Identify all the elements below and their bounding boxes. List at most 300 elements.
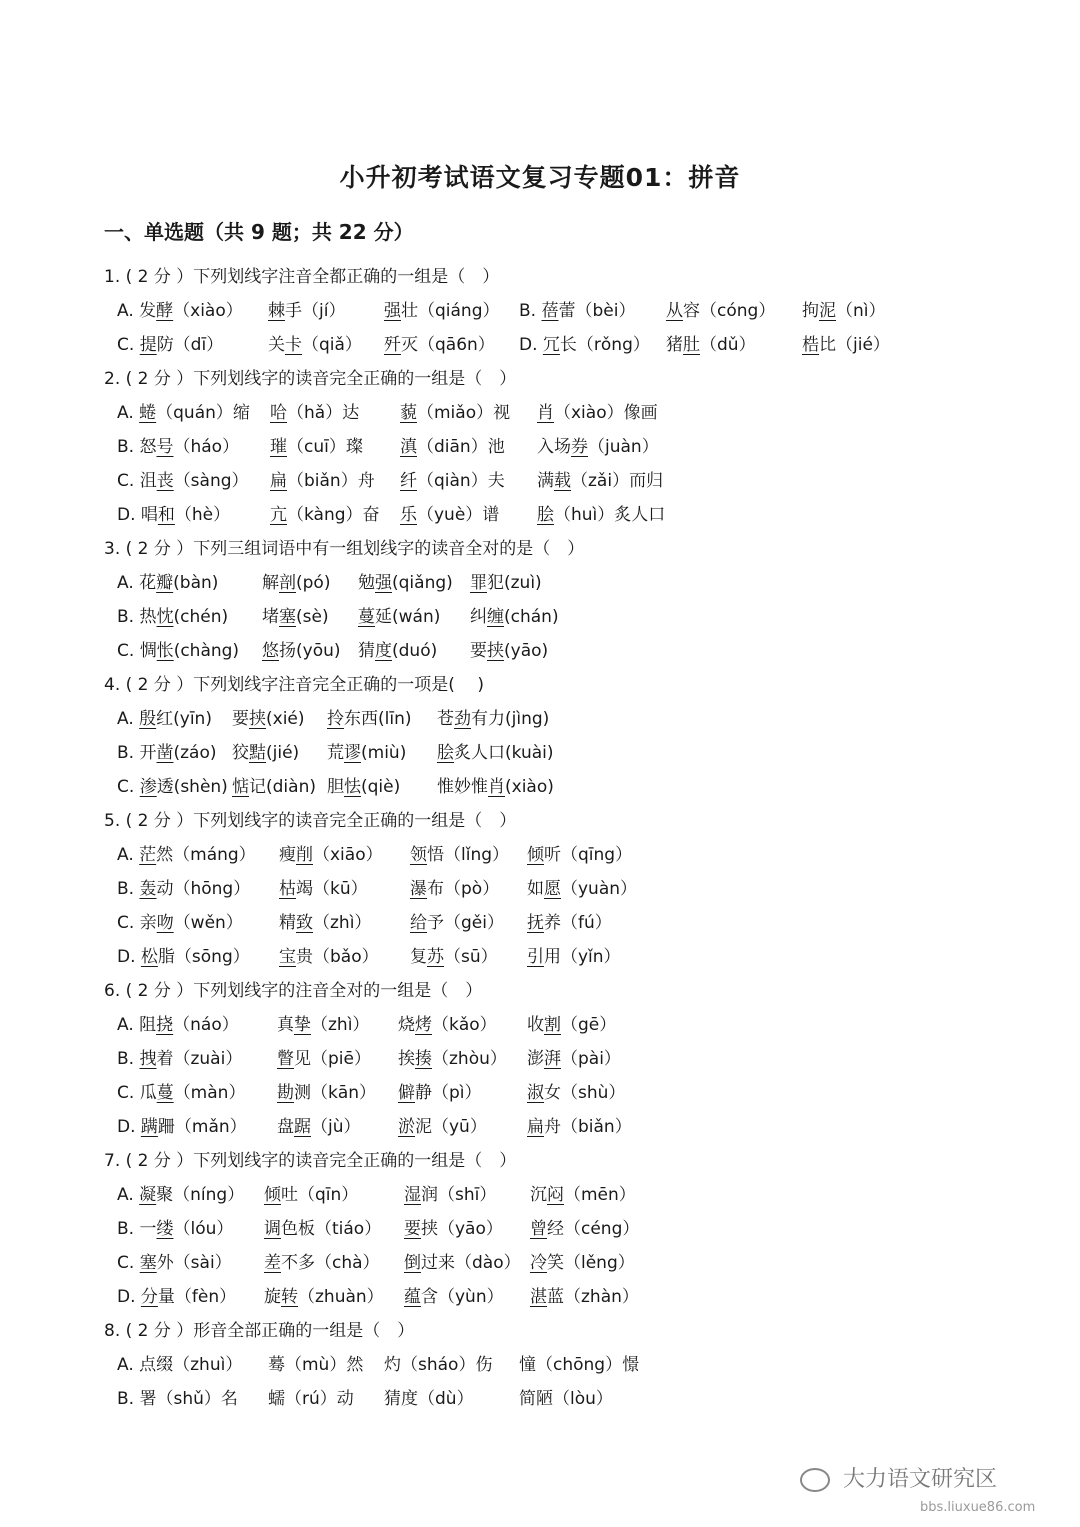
- option-item: [279, 940, 379, 974]
- option-text: 记(diàn): [249, 777, 316, 797]
- option-text: （kàng）奋: [287, 505, 380, 525]
- underlined-char: 枯: [279, 879, 296, 899]
- underlined-char: 歼: [384, 335, 401, 355]
- underlined-char: 罪: [470, 573, 487, 593]
- option-item: [232, 770, 316, 804]
- option-row: [0, 872, 1080, 906]
- option-text: D.: [117, 505, 141, 525]
- option-text: 蕾（bèi）: [558, 301, 636, 321]
- underlined-char: 惦: [232, 777, 249, 797]
- option-text: C.: [117, 471, 140, 491]
- option-item: [268, 1382, 354, 1416]
- underlined-char: 纤: [400, 471, 417, 491]
- option-row: [0, 566, 1080, 600]
- option-text: 阻: [139, 1015, 157, 1035]
- option-item: [270, 498, 380, 532]
- option-text: 苍: [437, 709, 454, 729]
- option-item: [530, 1280, 639, 1314]
- option-text: A. 点缀（zhuì）: [117, 1355, 243, 1375]
- underlined-char: 丧: [156, 471, 174, 491]
- option-text: C.: [117, 1253, 140, 1273]
- underlined-char: 缕: [156, 1219, 174, 1239]
- option-text: 沮: [139, 471, 157, 491]
- option-text: 蓝（zhàn）: [547, 1287, 639, 1307]
- option-text: 含（yùn）: [421, 1287, 504, 1307]
- underlined-char: 谬: [344, 743, 361, 763]
- option-text: （pài）: [561, 1049, 621, 1069]
- option-item: [404, 1178, 496, 1212]
- underlined-char: 揍: [415, 1049, 432, 1069]
- option-item: [404, 1280, 504, 1314]
- option-item: [398, 1076, 482, 1110]
- underlined-char: 塞: [279, 607, 296, 627]
- option-item: [398, 1042, 507, 1076]
- option-item: [117, 328, 223, 362]
- underlined-char: 怯: [344, 777, 361, 797]
- option-text: 狡: [232, 743, 249, 763]
- underlined-char: 挟: [249, 709, 266, 729]
- option-text: 听（qīng）: [544, 845, 633, 865]
- option-item: [117, 1110, 247, 1144]
- underlined-char: 愿: [544, 879, 561, 899]
- underlined-char: 倾: [527, 845, 544, 865]
- option-item: [264, 1246, 380, 1280]
- option-text: 色板（tiáo）: [281, 1219, 382, 1239]
- underlined-char: 踞: [294, 1117, 311, 1137]
- option-text: (záo): [173, 743, 217, 763]
- underlined-char: 湿: [404, 1185, 421, 1205]
- underlined-char: 烤: [415, 1015, 432, 1035]
- option-item: [264, 1178, 358, 1212]
- option-item: [537, 396, 658, 430]
- option-text: 外（sài）: [156, 1253, 232, 1273]
- option-item: [537, 464, 663, 498]
- option-item: [384, 1382, 474, 1416]
- option-item: [264, 1212, 381, 1246]
- option-row: [0, 838, 1080, 872]
- option-item: [410, 940, 498, 974]
- option-item: [410, 872, 499, 906]
- option-item: [404, 1212, 503, 1246]
- option-item: [802, 328, 890, 362]
- option-text: 红(yīn): [156, 709, 212, 729]
- underlined-char: 挟: [487, 641, 504, 661]
- option-text: 花: [139, 573, 157, 593]
- option-item: [117, 1348, 242, 1382]
- option-item: [327, 736, 406, 770]
- underlined-char: 拎: [327, 709, 344, 729]
- option-text: 悟（lǐng）: [427, 845, 510, 865]
- option-text: D.: [117, 947, 141, 967]
- option-text: （hè）: [174, 505, 231, 525]
- option-text: 手（jí）: [285, 301, 346, 321]
- underlined-char: 僻: [398, 1083, 415, 1103]
- option-text: （quán）缩: [156, 403, 250, 423]
- option-text: 过来（dào）: [421, 1253, 521, 1273]
- underlined-char: 悠: [262, 641, 279, 661]
- option-item: [400, 498, 499, 532]
- option-item: [117, 566, 218, 600]
- option-text: 贵（bǎo）: [296, 947, 379, 967]
- option-text: 灼（sháo）伤: [384, 1355, 493, 1375]
- option-row: [0, 464, 1080, 498]
- option-item: [527, 1110, 632, 1144]
- option-item: [527, 1008, 616, 1042]
- option-text: （zhòu）: [432, 1049, 507, 1069]
- option-item: [519, 1348, 639, 1382]
- option-row: [0, 1008, 1080, 1042]
- option-text: D.: [117, 1117, 141, 1137]
- option-item: [537, 430, 659, 464]
- option-text: 蓦（mù）然: [268, 1355, 364, 1375]
- option-text: （biǎn）舟: [287, 471, 375, 491]
- underlined-char: 肖: [537, 403, 554, 423]
- option-text: （yuàn）: [561, 879, 638, 899]
- option-item: [398, 1110, 487, 1144]
- question-stem: 7. ( 2 分 ）下列划线字的读音完全正确的一组是（ ）: [104, 1151, 517, 1171]
- option-row: [0, 328, 1080, 362]
- option-row: [0, 940, 1080, 974]
- option-text: （miǎo）视: [417, 403, 511, 423]
- option-item: [268, 1348, 363, 1382]
- option-text: D.: [117, 1287, 141, 1307]
- option-row: [0, 906, 1080, 940]
- option-text: 炙人口(kuài): [454, 743, 554, 763]
- option-text: 见（piē）: [294, 1049, 371, 1069]
- option-text: （dǔ）: [700, 335, 756, 355]
- option-row: [0, 1382, 1080, 1416]
- option-text: 测（kān）: [294, 1083, 377, 1103]
- option-item: [398, 1008, 497, 1042]
- option-text: 胆: [327, 777, 344, 797]
- option-text: 东西(līn): [344, 709, 412, 729]
- option-item: [117, 1280, 236, 1314]
- option-item: [279, 838, 383, 872]
- option-text: 发: [139, 301, 157, 321]
- option-item: [327, 702, 412, 736]
- option-text: 蠕（rú）动: [268, 1389, 354, 1409]
- option-item: [117, 906, 243, 940]
- option-text: A.: [117, 1185, 140, 1205]
- question-stem: 6. ( 2 分 ）下列划线字的注音全对的一组是（ ）: [104, 981, 483, 1001]
- option-text: （mēn）: [564, 1185, 636, 1205]
- option-text: 女（shù）: [544, 1083, 626, 1103]
- underlined-char: 勘: [277, 1083, 294, 1103]
- option-text: A.: [117, 403, 140, 423]
- option-text: 猜: [358, 641, 375, 661]
- option-item: [117, 940, 250, 974]
- option-text: （qiàn）夫: [417, 471, 505, 491]
- option-text: （xiāo）: [313, 845, 383, 865]
- option-row: [0, 770, 1080, 804]
- option-text: (chán): [504, 607, 559, 627]
- option-item: [268, 328, 362, 362]
- option-row: [0, 702, 1080, 736]
- option-text: 泥（yū）: [415, 1117, 487, 1137]
- option-item: [117, 396, 250, 430]
- option-item: [262, 600, 329, 634]
- option-text: 复: [410, 947, 427, 967]
- option-item: [530, 1178, 636, 1212]
- option-item: [384, 294, 500, 328]
- option-text: 澎: [527, 1049, 544, 1069]
- option-text: 扬(yōu): [279, 641, 341, 661]
- option-text: 简陋（lòu）: [519, 1389, 613, 1409]
- underlined-char: 引: [527, 947, 544, 967]
- option-text: 一: [139, 1219, 157, 1239]
- option-row: [0, 294, 1080, 328]
- underlined-char: 亢: [270, 505, 287, 525]
- option-text: D.: [519, 335, 543, 355]
- option-text: （kǎo）: [432, 1015, 497, 1035]
- option-text: 不多（chà）: [281, 1253, 380, 1273]
- option-item: [437, 736, 554, 770]
- underlined-char: 松: [140, 947, 158, 967]
- option-text: 拘: [802, 301, 819, 321]
- option-text: 脂（sōng）: [157, 947, 250, 967]
- option-item: [277, 1008, 369, 1042]
- option-text: 犯(zuì): [487, 573, 542, 593]
- option-item: [117, 498, 230, 532]
- option-text: 比（jié）: [819, 335, 890, 355]
- option-item: [470, 634, 548, 668]
- option-text: 静（pì）: [415, 1083, 482, 1103]
- underlined-char: 券: [571, 437, 588, 457]
- underlined-char: 乐: [400, 505, 417, 525]
- option-text: （xiào）: [173, 301, 243, 321]
- option-row: [0, 1178, 1080, 1212]
- underlined-char: 渗: [139, 777, 157, 797]
- option-text: 有力(jìng): [471, 709, 550, 729]
- underlined-char: 割: [544, 1015, 561, 1035]
- option-item: [117, 736, 217, 770]
- option-text: 真: [277, 1015, 294, 1035]
- underlined-char: 怅: [156, 641, 174, 661]
- option-text: 惆: [139, 641, 157, 661]
- option-text: 竭（kū）: [296, 879, 368, 899]
- option-text: （náo）: [173, 1015, 239, 1035]
- underlined-char: 闷: [547, 1185, 564, 1205]
- option-text: （zhì）: [313, 913, 372, 933]
- option-item: [117, 838, 256, 872]
- option-row: [0, 1042, 1080, 1076]
- watermark: [800, 1462, 997, 1493]
- underlined-char: 给: [410, 913, 427, 933]
- option-item: [232, 736, 299, 770]
- option-text: 入场: [537, 437, 571, 457]
- option-text: B. 署（shǔ）名: [117, 1389, 238, 1409]
- option-row: [0, 1076, 1080, 1110]
- option-item: [117, 1246, 232, 1280]
- option-text: 收: [527, 1015, 544, 1035]
- option-row: [0, 600, 1080, 634]
- option-text: C.: [117, 913, 140, 933]
- option-text: （lóu）: [173, 1219, 234, 1239]
- option-text: A.: [117, 573, 140, 593]
- option-text: 瘦: [279, 845, 296, 865]
- underlined-char: 蔓: [156, 1083, 174, 1103]
- option-item: [400, 464, 505, 498]
- underlined-char: 抚: [527, 913, 544, 933]
- underlined-char: 倒: [404, 1253, 421, 1273]
- underlined-char: 吻: [156, 913, 174, 933]
- underlined-char: 分: [140, 1287, 158, 1307]
- underlined-char: 璀: [270, 437, 287, 457]
- option-text: 满: [537, 471, 554, 491]
- option-text: （sàng）: [173, 471, 249, 491]
- option-text: （hǎ）达: [287, 403, 360, 423]
- option-text: 舟（biǎn）: [544, 1117, 632, 1137]
- option-text: A.: [117, 1015, 140, 1035]
- option-item: [470, 566, 542, 600]
- option-text: (sè): [296, 607, 329, 627]
- underlined-char: 从: [666, 301, 683, 321]
- underlined-char: 蹒: [140, 1117, 158, 1137]
- underlined-char: 凿: [156, 743, 174, 763]
- option-text: 盘: [277, 1117, 294, 1137]
- option-text: 壮（qiáng）: [401, 301, 500, 321]
- option-text: B.: [519, 301, 542, 321]
- option-item: [519, 328, 650, 362]
- option-text: 养（fú）: [544, 913, 612, 933]
- watermark-text: 大力语文研究区: [843, 1467, 998, 1492]
- option-item: [527, 906, 612, 940]
- option-item: [327, 770, 400, 804]
- underlined-char: 塞: [139, 1253, 157, 1273]
- underlined-char: 淤: [398, 1117, 415, 1137]
- option-row: [0, 498, 1080, 532]
- option-text: 猪: [666, 335, 683, 355]
- watermark-url: bbs.liuxue86.com: [920, 1500, 1036, 1515]
- underlined-char: 倾: [264, 1185, 281, 1205]
- option-text: C.: [117, 641, 140, 661]
- option-item: [530, 1212, 639, 1246]
- option-item: [277, 1076, 376, 1110]
- underlined-char: 淑: [527, 1083, 544, 1103]
- option-text: B.: [117, 437, 140, 457]
- option-item: [666, 328, 756, 362]
- option-item: [232, 702, 305, 736]
- option-item: [117, 872, 250, 906]
- underlined-char: 剖: [279, 573, 296, 593]
- underlined-char: 领: [410, 845, 427, 865]
- underlined-char: 调: [264, 1219, 281, 1239]
- option-row: [0, 634, 1080, 668]
- option-item: [279, 906, 371, 940]
- option-text: (chén): [173, 607, 229, 627]
- option-row: [0, 430, 1080, 464]
- question-stem: 8. ( 2 分 ）形音全部正确的一组是（ ）: [104, 1321, 415, 1341]
- option-text: （zhuàn）: [298, 1287, 384, 1307]
- option-text: （zhì）: [311, 1015, 370, 1035]
- option-text: 开: [139, 743, 157, 763]
- option-item: [527, 1042, 621, 1076]
- option-text: 容（cóng）: [683, 301, 776, 321]
- option-text: （gē）: [561, 1015, 617, 1035]
- option-text: 堵: [262, 607, 279, 627]
- option-text: 动（hōng）: [156, 879, 251, 899]
- underlined-char: 茫: [139, 845, 157, 865]
- underlined-char: 忱: [156, 607, 174, 627]
- underlined-char: 殷: [139, 709, 157, 729]
- option-item: [270, 430, 363, 464]
- option-text: 灭（qā6n）: [401, 335, 495, 355]
- underlined-char: 号: [156, 437, 174, 457]
- option-text: (pó): [296, 573, 331, 593]
- underlined-char: 致: [296, 913, 313, 933]
- option-text: 予（gěi）: [427, 913, 504, 933]
- option-text: （sū）: [444, 947, 498, 967]
- option-text: B.: [117, 743, 140, 763]
- option-row: [0, 1246, 1080, 1280]
- option-item: [519, 1382, 613, 1416]
- option-text: （juàn）: [588, 437, 659, 457]
- option-text: 透(shèn): [156, 777, 228, 797]
- option-text: 解: [262, 573, 279, 593]
- option-text: 聚（níng）: [156, 1185, 245, 1205]
- option-text: 量（fèn）: [157, 1287, 237, 1307]
- option-item: [470, 600, 559, 634]
- option-item: [519, 294, 635, 328]
- option-item: [268, 294, 345, 328]
- option-row: [0, 396, 1080, 430]
- underlined-char: 劲: [454, 709, 471, 729]
- option-row: [0, 1212, 1080, 1246]
- option-item: [527, 1076, 625, 1110]
- option-item: [117, 600, 228, 634]
- option-text: B.: [117, 879, 140, 899]
- option-item: [384, 328, 495, 362]
- option-text: 挨: [398, 1049, 415, 1069]
- option-text: 荒: [327, 743, 344, 763]
- option-item: [802, 294, 886, 328]
- option-text: (qiè): [361, 777, 401, 797]
- option-item: [117, 1042, 242, 1076]
- option-text: 润（shī）: [421, 1185, 497, 1205]
- underlined-char: 转: [281, 1287, 298, 1307]
- option-item: [117, 1076, 245, 1110]
- option-text: 怒: [139, 437, 157, 457]
- option-row: [0, 1280, 1080, 1314]
- underlined-char: 泥: [819, 301, 836, 321]
- option-item: [277, 1110, 361, 1144]
- option-text: 长（rǒng）: [559, 335, 650, 355]
- option-text: B.: [117, 1049, 140, 1069]
- underlined-char: 和: [157, 505, 175, 525]
- option-text: A.: [117, 845, 140, 865]
- option-text: 沉: [530, 1185, 547, 1205]
- underlined-char: 缠: [487, 607, 504, 627]
- option-text: （yuè）谱: [417, 505, 500, 525]
- option-item: [262, 634, 341, 668]
- option-text: 瓜: [139, 1083, 157, 1103]
- option-text: 旋: [264, 1287, 281, 1307]
- option-text: 布（pò）: [427, 879, 500, 899]
- underlined-char: 瀑: [410, 879, 427, 899]
- question-stem: 5. ( 2 分 ）下列划线字的读音完全正确的一组是（ ）: [104, 811, 517, 831]
- underlined-char: 凝: [139, 1185, 157, 1205]
- option-item: [400, 430, 505, 464]
- option-text: (jié): [266, 743, 300, 763]
- underlined-char: 蔓: [358, 607, 375, 627]
- option-item: [358, 634, 437, 668]
- underlined-char: 强: [375, 573, 392, 593]
- option-item: [117, 1212, 233, 1246]
- underlined-char: 蜷: [139, 403, 157, 423]
- option-item: [117, 634, 239, 668]
- option-item: [117, 294, 243, 328]
- underlined-char: 肖: [488, 777, 505, 797]
